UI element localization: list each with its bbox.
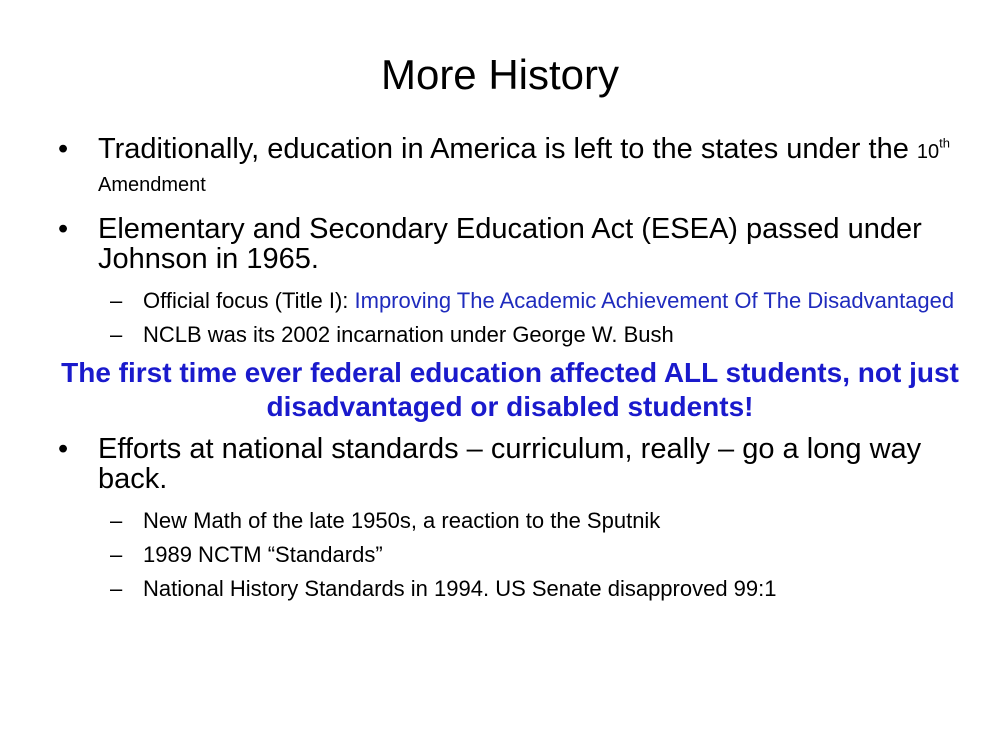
sub-item-text: New Math of the late 1950s, a reaction to the Sputnik [143, 508, 661, 533]
bullet-text: Efforts at national standards – curriculum, really – go a long way back. [98, 433, 922, 495]
sub-item-text: National History Standards in 1994. US Senate disapproved 99:1 [143, 576, 777, 601]
sub-item-title-one [50, 288, 970, 314]
slide-content [50, 134, 970, 610]
dash-icon: – [110, 288, 123, 313]
dash-icon: – [110, 542, 123, 567]
sub-item-history-standards [50, 576, 970, 602]
title-one-link[interactable]: Improving The Academic Achievement Of The Disadvantaged [354, 288, 955, 313]
bullet-text: Elementary and Secondary Education Act (ESEA) passed under Johnson in 1965. [98, 213, 922, 275]
bullet-icon: • [58, 433, 69, 465]
bullet-item-national-standards [50, 434, 970, 494]
emphasis-statement: The first time ever federal education affected ALL students, not just disadvantaged or disabled students! [61, 357, 959, 422]
bullet-icon: • [58, 133, 69, 165]
sub-item-prefix: Official focus (Title I): [143, 288, 355, 313]
bullet-item-esea [50, 214, 970, 274]
amendment-label: Amendment [98, 174, 206, 196]
sub-item-text: NCLB was its 2002 incarnation under George W. Bush [143, 322, 674, 347]
dash-icon: – [110, 576, 123, 601]
superscript-th: th [939, 135, 950, 151]
sub-item-new-math [50, 508, 970, 534]
bullet-item-education-states [50, 134, 970, 200]
bullet-text: Traditionally, education in America is left to the states under the [98, 133, 917, 165]
bullet-icon: • [58, 213, 69, 245]
dash-icon: – [110, 508, 123, 533]
sub-item-nctm [50, 542, 970, 568]
sub-item-nclb [50, 322, 970, 348]
dash-icon: – [110, 322, 123, 347]
slide-title: More History [380, 51, 620, 98]
sub-item-text: 1989 NCTM “Standards” [143, 542, 383, 567]
amendment-number: 10 [916, 141, 940, 163]
